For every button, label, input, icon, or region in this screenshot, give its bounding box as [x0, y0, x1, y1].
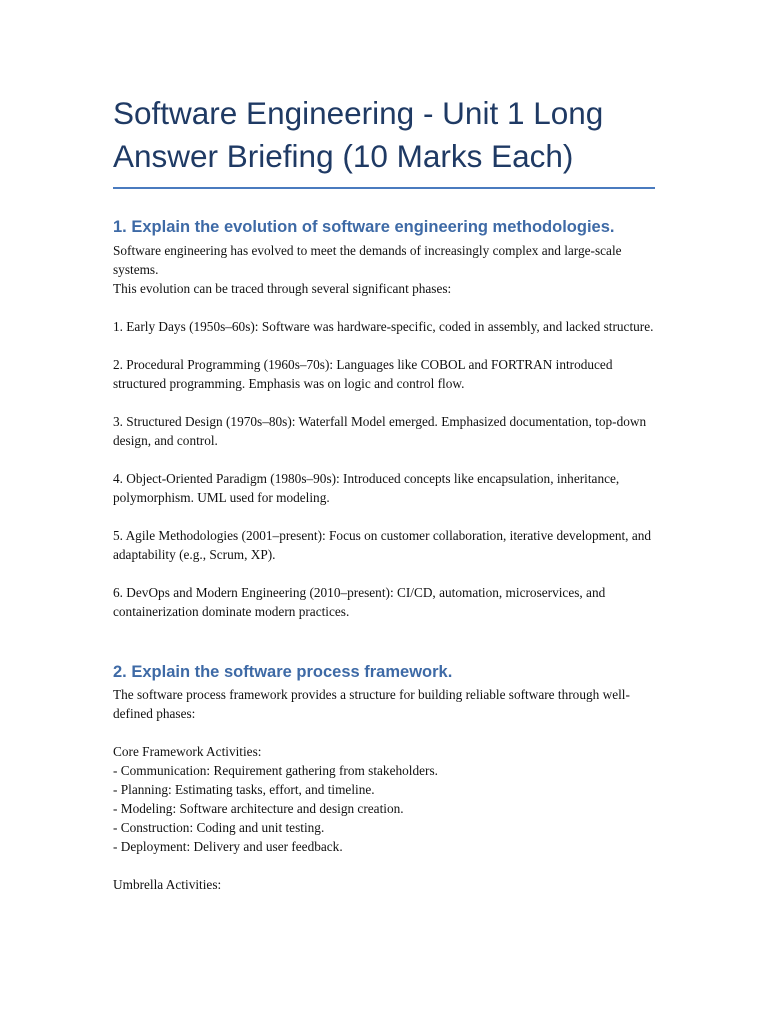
- document-title: Software Engineering - Unit 1 Long Answer Briefing (10 Marks Each): [113, 95, 604, 174]
- core-activities-title: Core Framework Activities:: [113, 744, 262, 759]
- phase-item: 4. Object-Oriented Paradigm (1980s–90s): Introduced concepts like encapsulation, inheritance, polymorphism. UML used for modeling.: [113, 471, 620, 505]
- core-activity-item: - Modeling: Software architecture and design creation.: [113, 801, 404, 816]
- phase-item: 1. Early Days (1950s–60s): Software was hardware-specific, coded in assembly, and lacked structure.: [113, 319, 654, 334]
- phase-item: 5. Agile Methodologies (2001–present): Focus on customer collaboration, iterative development, and adaptability (e.g., Scrum, XP).: [113, 528, 652, 562]
- intro-line: This evolution can be traced through several significant phases:: [113, 281, 452, 296]
- core-activity-item: - Deployment: Delivery and user feedback.: [113, 839, 343, 854]
- phase-item: 6. DevOps and Modern Engineering (2010–present): CI/CD, automation, microservices, and containerization dominate modern practices.: [113, 585, 606, 619]
- section-2-intro: The software process framework provides a structure for building reliable software through well-defined phases:: [113, 687, 630, 721]
- section-2-heading: 2. Explain the software process framework.: [113, 663, 453, 681]
- phase-item: 2. Procedural Programming (1960s–70s): Languages like COBOL and FORTRAN introduced structured programming. Emphasis was on logic and control flow.: [113, 357, 613, 391]
- intro-line: Software engineering has evolved to meet the demands of increasingly complex and large-scale systems.: [113, 243, 622, 277]
- core-activity-item: - Communication: Requirement gathering from stakeholders.: [113, 763, 438, 778]
- phase-item: 3. Structured Design (1970s–80s): Waterfall Model emerged. Emphasized documentation, top-down design, and control.: [113, 414, 647, 448]
- section-2-body: [113, 685, 658, 894]
- umbrella-activities-title: Umbrella Activities:: [113, 877, 222, 892]
- section-1-body: [113, 241, 658, 621]
- section-1-heading: 1. Explain the evolution of software engineering methodologies.: [113, 218, 615, 236]
- core-activity-item: - Planning: Estimating tasks, effort, and timeline.: [113, 782, 375, 797]
- title-underline: [113, 187, 655, 189]
- document-page: [113, 0, 658, 894]
- section-1-intro: [113, 241, 658, 298]
- core-activity-item: - Construction: Coding and unit testing.: [113, 820, 325, 835]
